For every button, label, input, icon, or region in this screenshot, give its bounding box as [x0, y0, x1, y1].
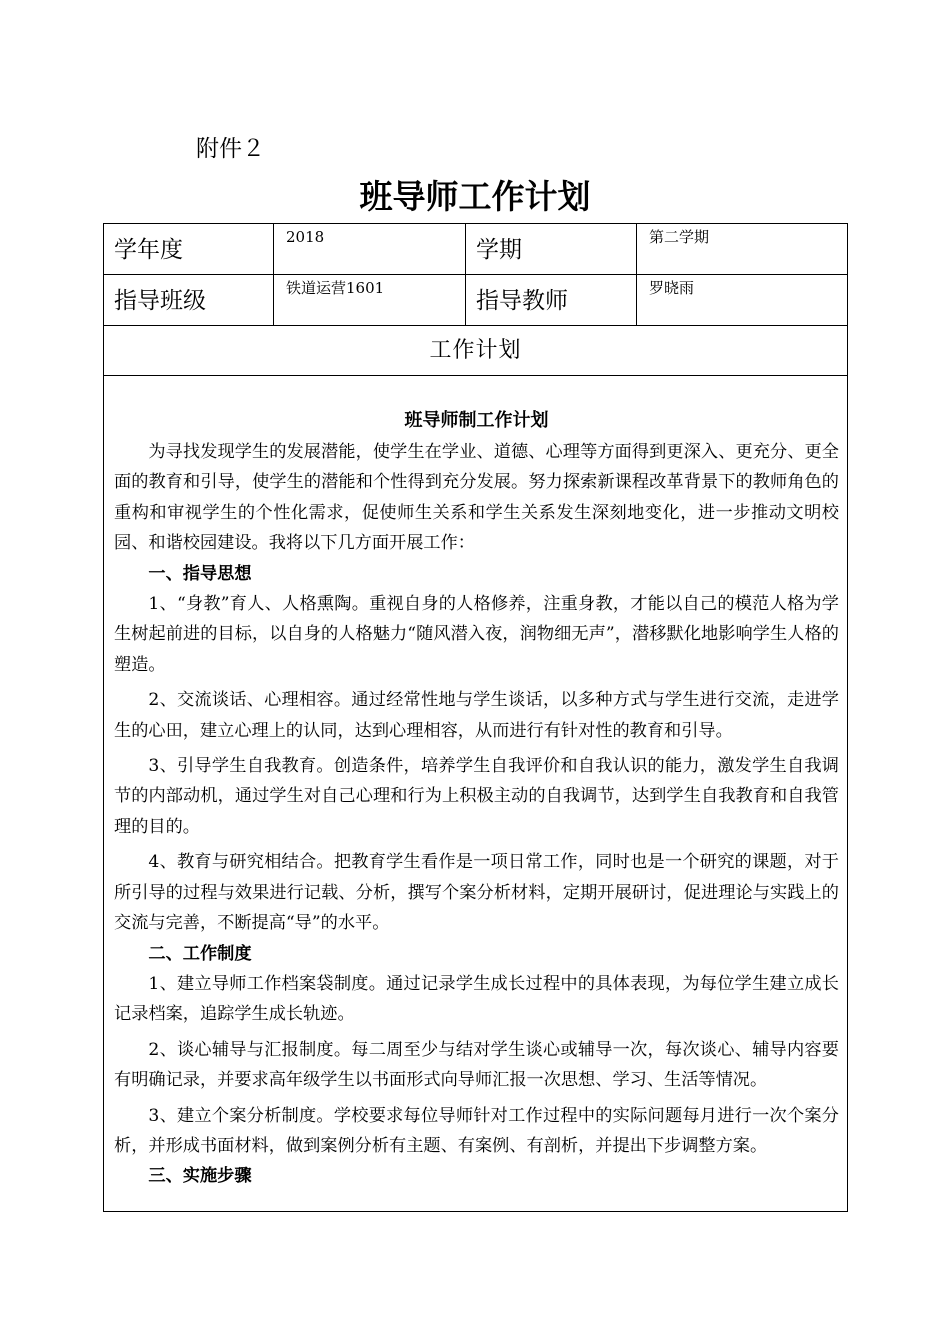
section1-item-2: 2、交流谈话、心理相容。通过经常性地与学生谈话，以多种方式与学生进行交流，走进学生的心田，建立心理上的认同，达到心理相容，从而进行有针对性的教育和引导。 [114, 690, 839, 741]
section2-item-2: 2、谈心辅导与汇报制度。每二周至少与结对学生谈心或辅导一次，每次谈心、辅导内容要有明确记录，并要求高年级学生以书面形式向导师汇报一次思想、学习、生活等情况。 [114, 1039, 839, 1091]
plan-content-cell [104, 376, 848, 1212]
section-heading-implementation: 三、实施步骤 [148, 1166, 252, 1187]
year-label-cell [104, 224, 274, 275]
plan-form-table [103, 223, 848, 1212]
year-label: 学年度 [114, 237, 183, 263]
plan-content [104, 376, 847, 1192]
section2-item-3: 3、建立个案分析制度。学校要求每位导师针对工作过程中的实际问题每月进行一次个案分析，并形成书面材料，做到案例分析有主题、有案例、有剖析，并提出下步调整方案。 [114, 1105, 839, 1156]
term-label: 学期 [476, 237, 522, 263]
section-heading-work-system: 二、工作制度 [148, 943, 252, 964]
form-row-plan-content [104, 376, 848, 1212]
section1-item-4: 4、教育与研究相结合。把教育学生看作是一项日常工作，同时也是一个研究的课题，对于所引导的过程与效果进行记载、分析，撰写个案分析材料，定期开展研讨，促进理论与实践上的交流与完善，不断提高“导”的水平。 [114, 852, 839, 934]
document-title: 班导师工作计划 [359, 177, 591, 216]
term-value: 第二学期 [637, 224, 848, 275]
teacher-value: 罗晓雨 [637, 275, 848, 326]
class-label: 指导班级 [114, 288, 206, 314]
form-row-year [104, 224, 848, 275]
form-row-class [104, 275, 848, 326]
plan-header: 工作计划 [104, 326, 848, 376]
class-label-cell [104, 275, 274, 326]
form-row-plan-header [104, 326, 848, 376]
teacher-label-cell [466, 275, 637, 326]
section-heading-guiding-thought: 一、指导思想 [148, 563, 252, 584]
section2-item-1: 1、建立导师工作档案袋制度。通过记录学生成长过程中的具体表现，为每位学生建立成长记录档案，追踪学生成长轨迹。 [114, 973, 839, 1025]
plan-subtitle: 班导师制工作计划 [404, 410, 549, 431]
teacher-label: 指导教师 [476, 288, 568, 314]
class-value: 铁道运营1601 [274, 275, 466, 326]
section1-item-1: 1、“身教”育人、人格熏陶。重视自身的人格修养，注重身教，才能以自己的模范人格为学生树起前进的目标，以自身的人格魅力“随风潜入夜，润物细无声”，潜移默化地影响学生人格的塑造。 [114, 594, 839, 675]
year-value: 2018 [274, 224, 466, 275]
intro-paragraph: 为寻找发现学生的发展潜能，使学生在学业、道德、心理等方面得到更深入、更充分、更全面的教育和引导，使学生的潜能和个性得到充分发展。努力探索新课程改革背景下的教师角色的重构和审视学生的个性化需求，促使师生关系和学生关系发生深刻地变化，进一步推动文明校园、和谐校园建设。我将以下几方面开展工作： [114, 442, 839, 554]
section1-item-3: 3、引导学生自我教育。创造条件，培养学生自我评价和自我认识的能力，激发学生自我调节的内部动机，通过学生对自己心理和行为上积极主动的自我调节，达到学生自我教育和自我管理的目的。 [114, 756, 839, 837]
term-label-cell [466, 224, 637, 275]
attachment-label: 附件２ [196, 136, 265, 162]
